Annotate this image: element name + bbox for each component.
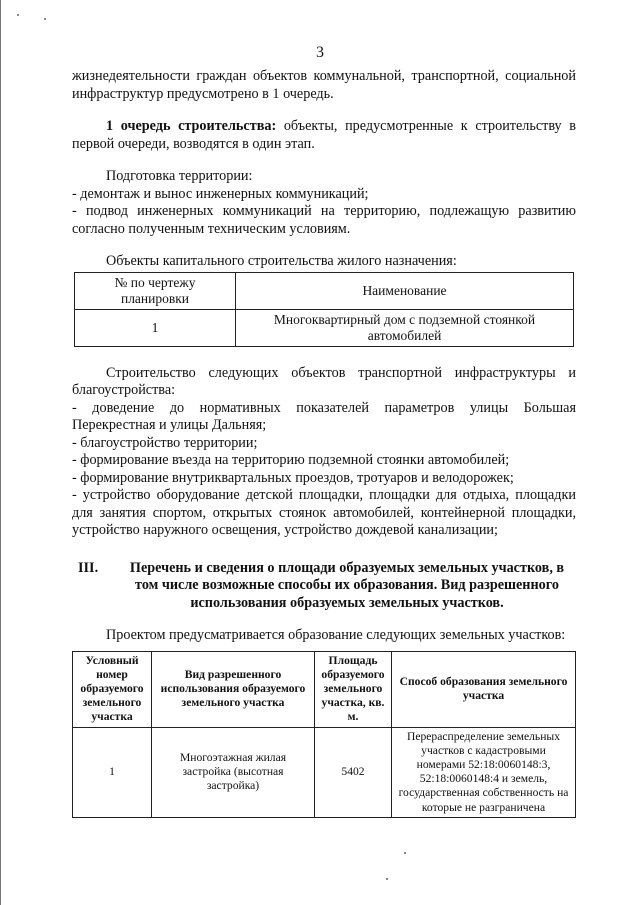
table-header-cell: Условный номер образуемого земельного участка	[73, 651, 152, 727]
plots-intro: Проектом предусматривается образование следующих земельных участков:	[106, 627, 566, 643]
infrastructure-item: - благоустройство территории;	[72, 434, 258, 451]
stage-text: объекты, предусмотренные к строительству в первой очереди, возводятся в один этап.	[72, 118, 576, 152]
infrastructure-intro: Строительство следующих объектов транспортной инфраструктуры и благоустройства:	[72, 364, 576, 398]
infrastructure-item: - устройство оборудование детской площадки, площадки для отдыха, площадки для занятия спортом, открытых стоянок автомобилей, контейнерной площадки, устройство наружного освещения, устройство дождевой канализации;	[72, 487, 576, 538]
intro-paragraph: жизнедеятельности граждан объектов коммунальной, транспортной, социальной инфраструктур предусмотрено в 1 очередь.	[72, 68, 576, 102]
preparation-item: - демонтаж и вынос инженерных коммуникаций;	[72, 185, 369, 202]
table-row	[73, 727, 576, 817]
table-cell: 1	[73, 727, 152, 817]
preparation-title: Подготовка территории:	[106, 168, 253, 184]
table-cell: Перераспределение земельных участков с кадастровыми номерами 52:18:0060148:3, 52:18:0060148:4 и земель, государственная собственность на которые не разграничена	[392, 727, 576, 817]
page-number: 3	[316, 44, 324, 61]
document-body	[72, 68, 576, 818]
section-title: Перечень и сведения о площади образуемых земельных участков, в том числе возможные способы их образования. Вид разрешенного использования образуемых земельных участков.	[129, 559, 565, 611]
table-cell: Многоэтажная жилая застройка (высотная застройка)	[152, 727, 315, 817]
table-header-cell: Вид разрешенного использования образуемого земельного участка	[152, 651, 315, 727]
table-row	[75, 309, 574, 346]
table-header-cell: Наименование	[236, 272, 574, 309]
section-heading	[72, 560, 576, 613]
scan-speck	[386, 878, 388, 880]
table-header-cell: Способ образования земельного участка	[392, 651, 576, 727]
residential-caption: Объекты капитального строительства жилого назначения:	[106, 253, 457, 269]
residential-objects-table	[74, 272, 574, 347]
infrastructure-item: - формирование внутриквартальных проездов, тротуаров и велодорожек;	[72, 469, 514, 486]
section-number: III.	[78, 559, 99, 576]
infrastructure-item: - формирование въезда на территорию подземной стоянки автомобилей;	[72, 452, 510, 468]
table-cell: 1	[75, 309, 236, 346]
scan-edge-line	[0, 0, 1, 905]
plots-table	[72, 651, 576, 818]
table-header-row	[75, 272, 574, 309]
infrastructure-item: - доведение до нормативных показателей параметров улицы Большая Перекрестная и улицы Дальняя;	[72, 399, 576, 433]
table-header-row	[73, 651, 576, 727]
scan-speck	[404, 852, 406, 854]
table-header-cell: Площадь образуемого земельного участка, кв. м.	[315, 651, 392, 727]
stage-paragraph	[72, 118, 576, 153]
table-header-cell: № по чертежу планировки	[75, 272, 236, 309]
scan-speck	[17, 14, 19, 16]
preparation-item: - подвод инженерных коммуникаций на территорию, подлежащую развитию согласно полученным техническим условиям.	[72, 203, 576, 237]
table-cell: 5402	[315, 727, 392, 817]
stage-label: 1 очередь строительства:	[106, 118, 277, 134]
table-cell: Многоквартирный дом с подземной стоянкой автомобилей	[236, 309, 574, 346]
scan-speck	[44, 18, 46, 20]
